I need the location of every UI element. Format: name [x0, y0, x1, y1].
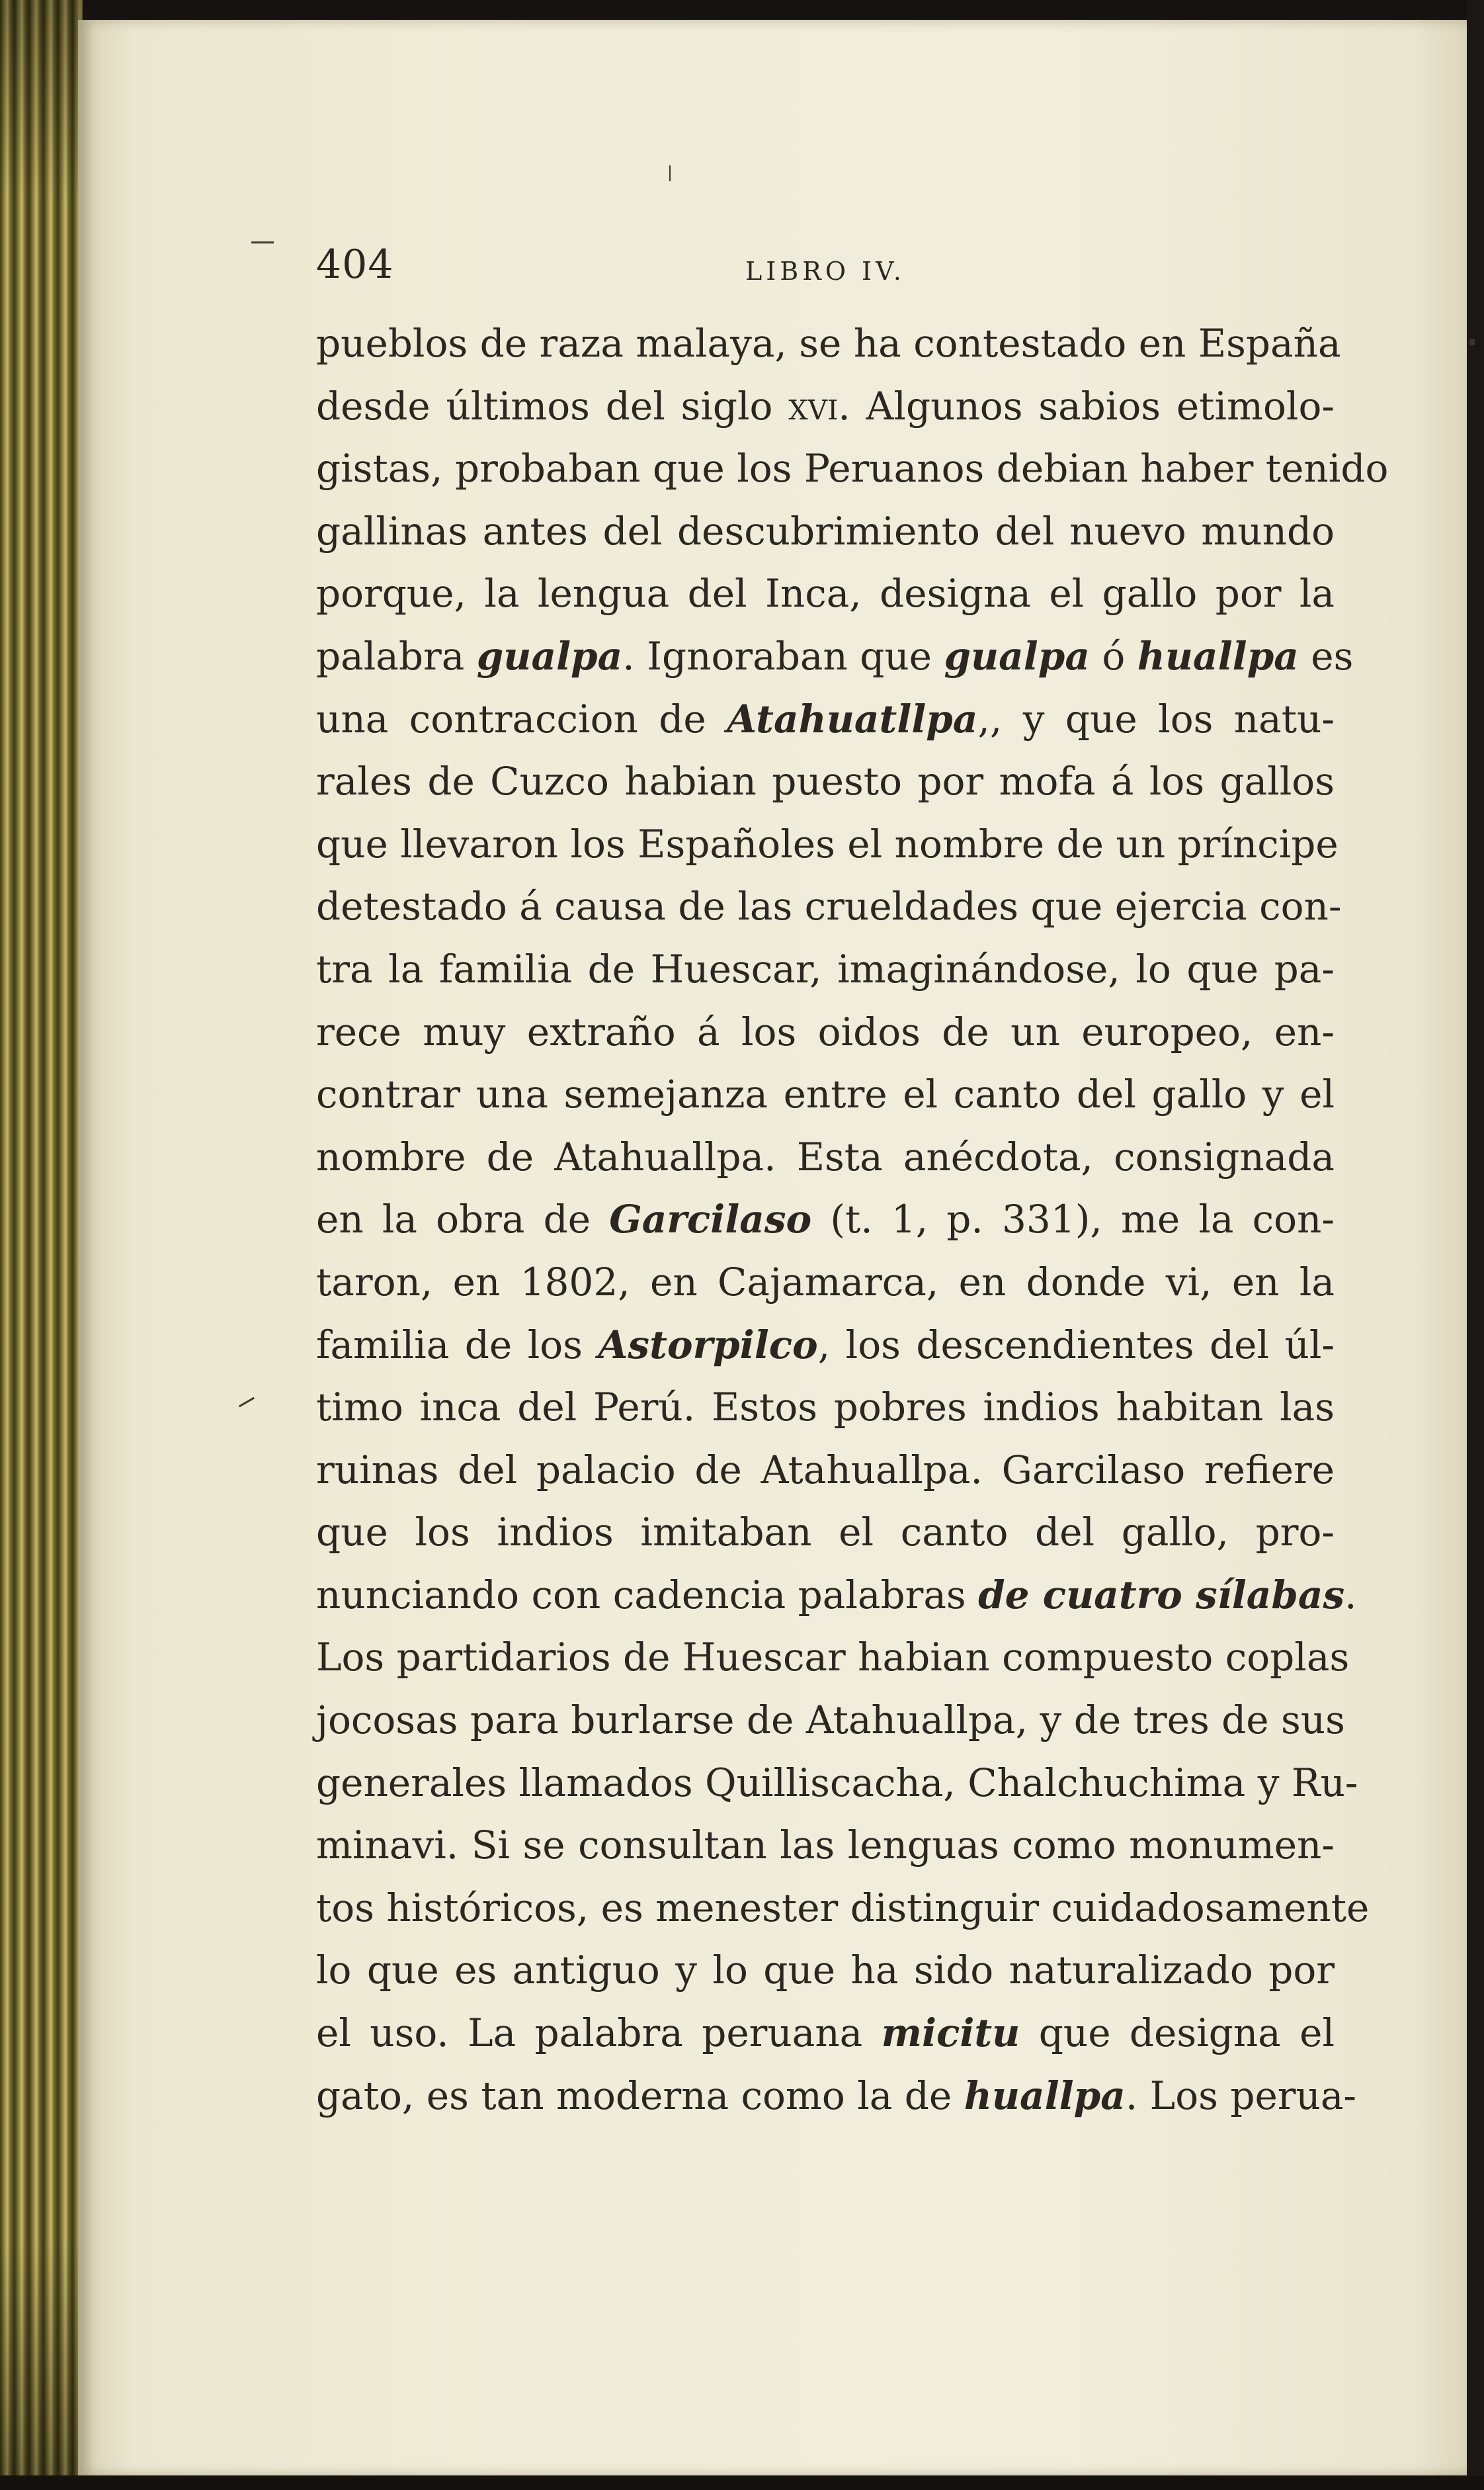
- text-line: [316, 437, 1389, 500]
- line-text: . Los perua-: [1125, 2073, 1357, 2118]
- text-line: [316, 375, 1335, 438]
- text-line: [316, 1251, 1335, 1314]
- line-text: nunciando con cadencia palabras: [316, 1572, 979, 1617]
- line-text: nombre de Atahuallpa. Esta anécdota, consignada: [316, 1134, 1335, 1180]
- text-line: [316, 875, 1342, 938]
- page-number: 404: [316, 241, 394, 288]
- text-line: [316, 2065, 1357, 2127]
- line-text: tra la familia de Huescar, imaginándose, lo que pa-: [316, 946, 1335, 992]
- text-line: [316, 1314, 1335, 1377]
- line-text: desde últimos del siglo: [316, 383, 789, 429]
- text-line: [316, 1001, 1335, 1064]
- line-text: gato, es tan moderna como la de: [316, 2073, 964, 2118]
- text-line: [316, 625, 1354, 688]
- italic-term: de cuatro sílabas: [978, 1572, 1345, 1617]
- line-text: lo que es antiguo y lo que ha sido naturalizado por: [316, 1948, 1335, 1993]
- line-text: Los partidarios de Huescar habian compuesto coplas: [316, 1635, 1350, 1680]
- line-text: minavi. Si se consultan las lenguas como monumen-: [316, 1823, 1335, 1868]
- text-line: [316, 750, 1335, 813]
- line-text: .: [1344, 1572, 1357, 1617]
- text-line: [316, 1126, 1335, 1189]
- italic-term: huallpa: [964, 2073, 1126, 2118]
- italic-term: huallpa: [1137, 633, 1299, 679]
- page-speck: [1469, 339, 1475, 345]
- line-text: ruinas del palacio de Atahuallpa. Garcilaso refiere: [316, 1447, 1335, 1492]
- italic-term: gualpa: [476, 633, 623, 679]
- text-line: [316, 938, 1335, 1001]
- line-text: generales llamados Quilliscacha, Chalchuchima y Ru-: [316, 1760, 1358, 1805]
- italic-term: Garcilaso: [609, 1197, 812, 1242]
- line-text: contrar una semejanza entre el canto del gallo y el: [316, 1072, 1335, 1117]
- line-text: rales de Cuzco habian puesto por mofa á los gallos: [316, 759, 1335, 804]
- text-line: [316, 2002, 1335, 2065]
- italic-term: Atahuatllpa: [727, 696, 978, 742]
- text-line: [316, 1877, 1370, 1940]
- text-line: [316, 1501, 1335, 1564]
- line-text: ó: [1089, 633, 1137, 679]
- line-text: timo inca del Perú. Estos pobres indios habitan las: [316, 1385, 1335, 1430]
- text-line: [316, 1752, 1358, 1815]
- text-line: [316, 688, 1335, 751]
- text-line: [316, 813, 1339, 876]
- line-text: rece muy extraño á los oidos de un europeo, en-: [316, 1009, 1335, 1054]
- line-text: el uso. La palabra peruana: [316, 2010, 882, 2056]
- line-text: . Algunos sabios etimolo-: [838, 383, 1335, 429]
- text-line: [316, 1564, 1357, 1627]
- line-text: ,, y que los natu-: [977, 696, 1335, 742]
- page-speck: [251, 241, 274, 243]
- text-line: [316, 1439, 1335, 1502]
- book-fore-edge: [0, 0, 83, 2490]
- line-text: en la obra de: [316, 1197, 610, 1242]
- text-line: [316, 1814, 1335, 1877]
- line-text: detestado á causa de las crueldades que ejercia con-: [316, 884, 1342, 929]
- line-text: gistas, probaban que los Peruanos debian haber tenido: [316, 446, 1389, 492]
- small-caps-text: xvi: [788, 383, 839, 429]
- text-line: [316, 1939, 1335, 2002]
- line-text: que los indios imitaban el canto del gallo, pro-: [316, 1510, 1335, 1555]
- italic-term: gualpa: [944, 633, 1090, 679]
- italic-term: micitu: [881, 2010, 1020, 2056]
- line-text: , los descendientes del úl-: [817, 1322, 1335, 1367]
- text-line: [316, 1376, 1335, 1439]
- line-text: . Ignoraban que: [622, 633, 944, 679]
- page-speck: [669, 165, 671, 181]
- line-text: (t. 1, p. 331), me la con-: [811, 1197, 1335, 1242]
- italic-term: Astorpilco: [598, 1322, 818, 1367]
- line-text: pueblos de raza malaya, se ha contestado en España: [316, 321, 1341, 366]
- text-line: [316, 562, 1335, 625]
- text-line: [316, 500, 1335, 563]
- text-line: [316, 1188, 1335, 1251]
- scan-top-border: [0, 0, 1484, 20]
- line-text: gallinas antes del descubrimiento del nuevo mundo: [316, 508, 1335, 554]
- line-text: una contraccion de: [316, 696, 727, 742]
- running-head: LIBRO IV.: [745, 257, 905, 286]
- line-text: jocosas para burlarse de Atahuallpa, y de tres de sus: [316, 1697, 1345, 1743]
- page-header: [316, 235, 1335, 314]
- scan-bottom-border: [0, 2475, 1484, 2490]
- text-line: [316, 1063, 1335, 1126]
- line-text: taron, en 1802, en Cajamarca, en donde vi, en la: [316, 1259, 1335, 1305]
- scan-right-border: [1467, 0, 1484, 2490]
- line-text: tos históricos, es menester distinguir cuidadosamente: [316, 1885, 1370, 1930]
- text-line: [316, 1626, 1350, 1689]
- body-text: [316, 312, 1389, 2127]
- line-text: es: [1298, 633, 1354, 679]
- line-text: familia de los: [316, 1322, 598, 1367]
- line-text: porque, la lengua del Inca, designa el gallo por la: [316, 571, 1335, 617]
- text-line: [316, 1689, 1345, 1752]
- text-line: [316, 312, 1341, 375]
- line-text: palabra: [316, 633, 477, 679]
- line-text: que llevaron los Españoles el nombre de un príncipe: [316, 821, 1339, 867]
- line-text: que designa el: [1020, 2010, 1335, 2056]
